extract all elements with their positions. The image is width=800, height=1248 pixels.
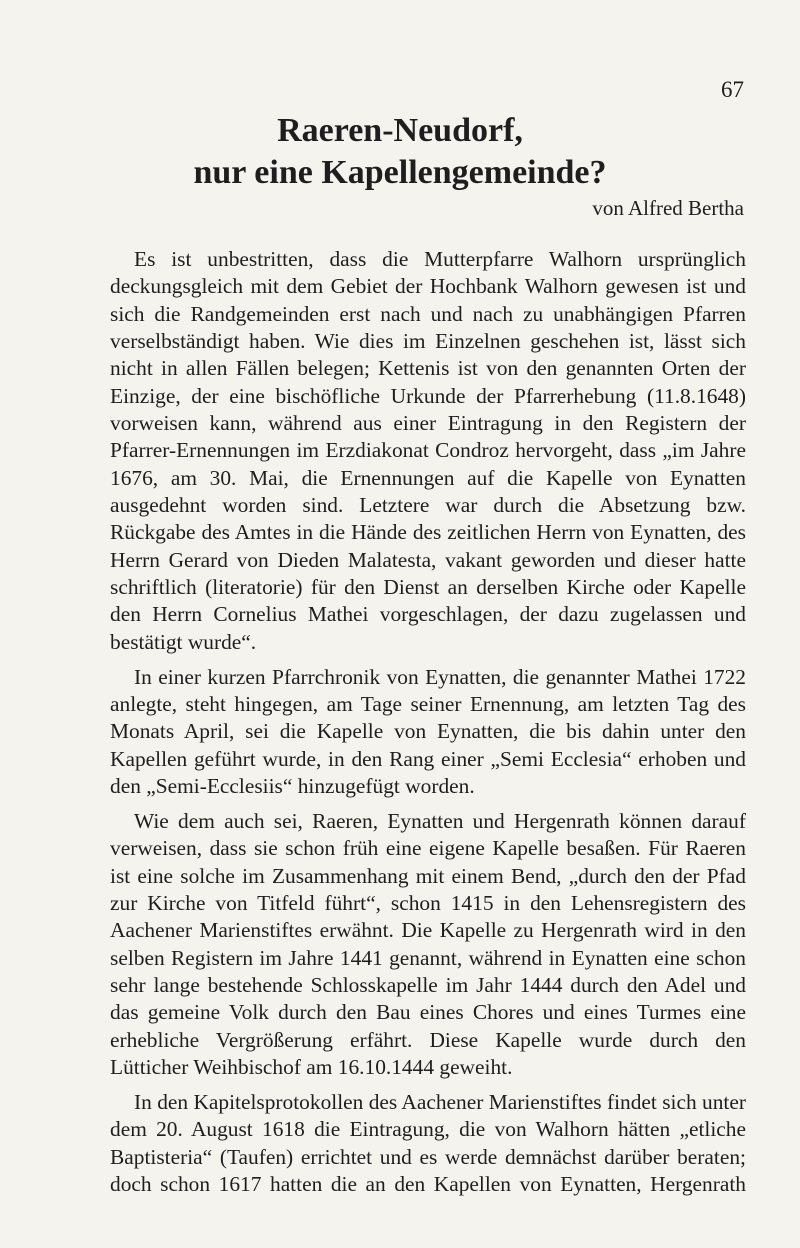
title-line-2: nur eine Kapellengemeinde? — [193, 154, 607, 191]
author-byline: von Alfred Bertha — [592, 196, 744, 220]
paragraph-2: In einer kurzen Pfarrchronik von Eynatten, die genannter Mathei 1722 anlegte, steht hingegen, am Tage seiner Ernennung, am letzten Tag des Monats April, sei die Kapelle von Eynatten, die bis dahin unter den Kapellen geführt wurde, in den Rang einer „Semi Ecclesia“ erhoben und den „Semi-Ecclesiis“ hinzugefügt worden. — [110, 664, 746, 799]
title-line-1: Raeren-Neudorf, — [277, 112, 523, 149]
article-body — [110, 246, 746, 1198]
article-title — [0, 110, 800, 194]
paragraph-4: In den Kapitelsprotokollen des Aachener Marienstiftes findet sich unter dem 20. August 1618 die Eintragung, die von Walhorn hätten „etliche Baptisteria“ (Taufen) errichtet und es werde demnächst darüber beraten; doch schon 1617 hatten die an den Kapellen von Eynatten, Hergenrath — [110, 1089, 746, 1196]
page-number: 67 — [721, 77, 744, 102]
paragraph-3: Wie dem auch sei, Raeren, Eynatten und Hergenrath können darauf verweisen, dass sie schon früh eine eigene Kapelle besaßen. Für Raeren ist eine solche im Zusammenhang mit einem Bend, „durch den der Pfad zur Kirche von Titfeld führt“, schon 1415 in den Lehensregistern des Aachener Marienstiftes erwähnt. Die Kapelle zu Hergenrath wird in den selben Registern im Jahre 1441 genannt, während in Eynatten eine schon sehr lange bestehende Schlosskapelle im Jahr 1444 durch den Adel und das gemeine Volk durch den Bau eines Chores und eines Turmes eine erhebliche Vergrößerung erfährt. Diese Kapelle wurde durch den Lütticher Weihbischof am 16.10.1444 geweiht. — [110, 808, 746, 1079]
paragraph-1: Es ist unbestritten, dass die Mutterpfarre Walhorn ursprünglich deckungsgleich mit dem Gebiet der Hochbank Walhorn gewesen ist und sich die Randgemeinden erst nach und nach zu unabhängigen Pfarren verselbständigt haben. Wie dies im Einzelnen geschehen ist, lässt sich nicht in allen Fällen belegen; Kettenis ist von den genannten Orten der Einzige, der eine bischöfliche Urkunde der Pfarrerhebung (11.8.1648) vorweisen kann, während aus einer Eintragung in den Registern der Pfarrer-Ernennungen im Erzdiakonat Condroz hervorgeht, dass „im Jahre 1676, am 30. Mai, die Ernennungen auf die Kapelle von Eynatten ausgedehnt worden sind. Letztere war durch die Absetzung bzw. Rückgabe des Amtes in die Hände des zeitlichen Herrn von Eynatten, des Herrn Gerard von Dieden Malatesta, vakant geworden und dieser hatte schriftlich (literatorie) für den Dienst an derselben Kirche oder Kapelle den Herrn Cornelius Mathei vorgeschlagen, der dazu zugelassen und bestätigt wurde“. — [110, 247, 746, 654]
